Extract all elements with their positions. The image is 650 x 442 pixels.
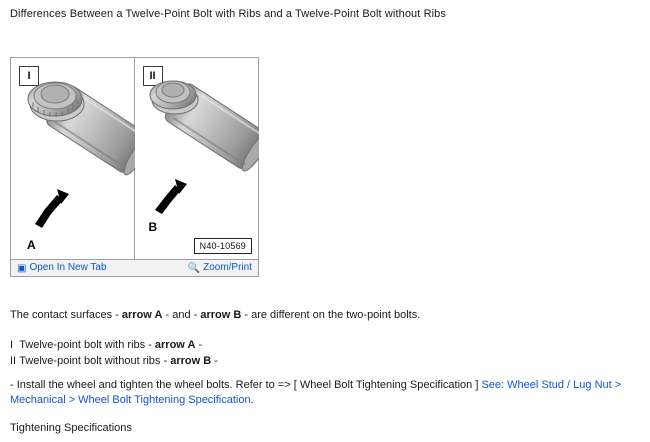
figure-container	[10, 57, 259, 277]
callout-label-a: A	[27, 238, 36, 252]
contact-text-part3: - are different on the two-point bolts.	[241, 309, 421, 321]
figure-panes	[11, 58, 258, 260]
contact-bold-arrow-a: arrow A	[121, 309, 163, 321]
legend-two-text: Twelve-point bolt without ribs -	[19, 355, 171, 367]
legend-item-one	[10, 338, 202, 353]
tightening-specifications-heading: Tightening Specifications	[10, 422, 132, 434]
legend-one-tail: -	[195, 339, 203, 351]
callout-label-b: B	[148, 220, 158, 234]
install-step-lead: - Install the wheel and tighten the wheel bolts. Refer to => [ Wheel Bolt Tightening Specification ]	[10, 379, 482, 391]
figure-pane-one	[11, 58, 135, 260]
contact-surfaces-paragraph	[10, 308, 420, 323]
arrow-a-pointer	[35, 189, 69, 228]
legend-two-tail: -	[211, 355, 218, 367]
open-in-new-tab-link[interactable]	[17, 262, 107, 274]
legend-item-two	[10, 354, 218, 369]
figure-toolbar	[11, 259, 258, 276]
contact-bold-arrow-b: arrow B	[200, 309, 242, 321]
contact-text-part1: The contact surfaces -	[10, 309, 122, 321]
contact-text-part2: - and -	[162, 309, 201, 321]
magnifier-icon: 🔍	[187, 263, 201, 274]
install-step-tail: .	[250, 394, 254, 406]
wheel-bolt-spec-link[interactable]: See: Wheel Stud / Lug Nut > Mechanical > Wheel Bolt Tightening Specification	[10, 379, 622, 406]
legend-one-marker: I	[10, 339, 14, 351]
external-window-icon: ▣	[17, 263, 27, 274]
bolt-with-ribs-illustration	[11, 58, 135, 260]
figure-pane-two	[135, 58, 259, 260]
arrow-b-pointer	[155, 179, 187, 214]
install-step-paragraph	[10, 378, 640, 408]
legend-one-text: Twelve-point bolt with ribs -	[19, 339, 155, 351]
part-number-badge: N40-10569	[194, 238, 252, 254]
pane-label-one: I	[19, 66, 39, 86]
legend-two-bold: arrow B	[170, 355, 212, 367]
page-title: Differences Between a Twelve-Point Bolt with Ribs and a Twelve-Point Bolt without Ribs	[10, 8, 446, 20]
open-in-new-tab-label: Open In New Tab	[29, 262, 107, 273]
legend-two-marker: II	[10, 355, 17, 367]
pane-label-two: II	[143, 66, 163, 86]
zoom-print-label: Zoom/Print	[203, 262, 252, 273]
legend-one-bold: arrow A	[154, 339, 196, 351]
zoom-print-link[interactable]	[188, 262, 252, 274]
